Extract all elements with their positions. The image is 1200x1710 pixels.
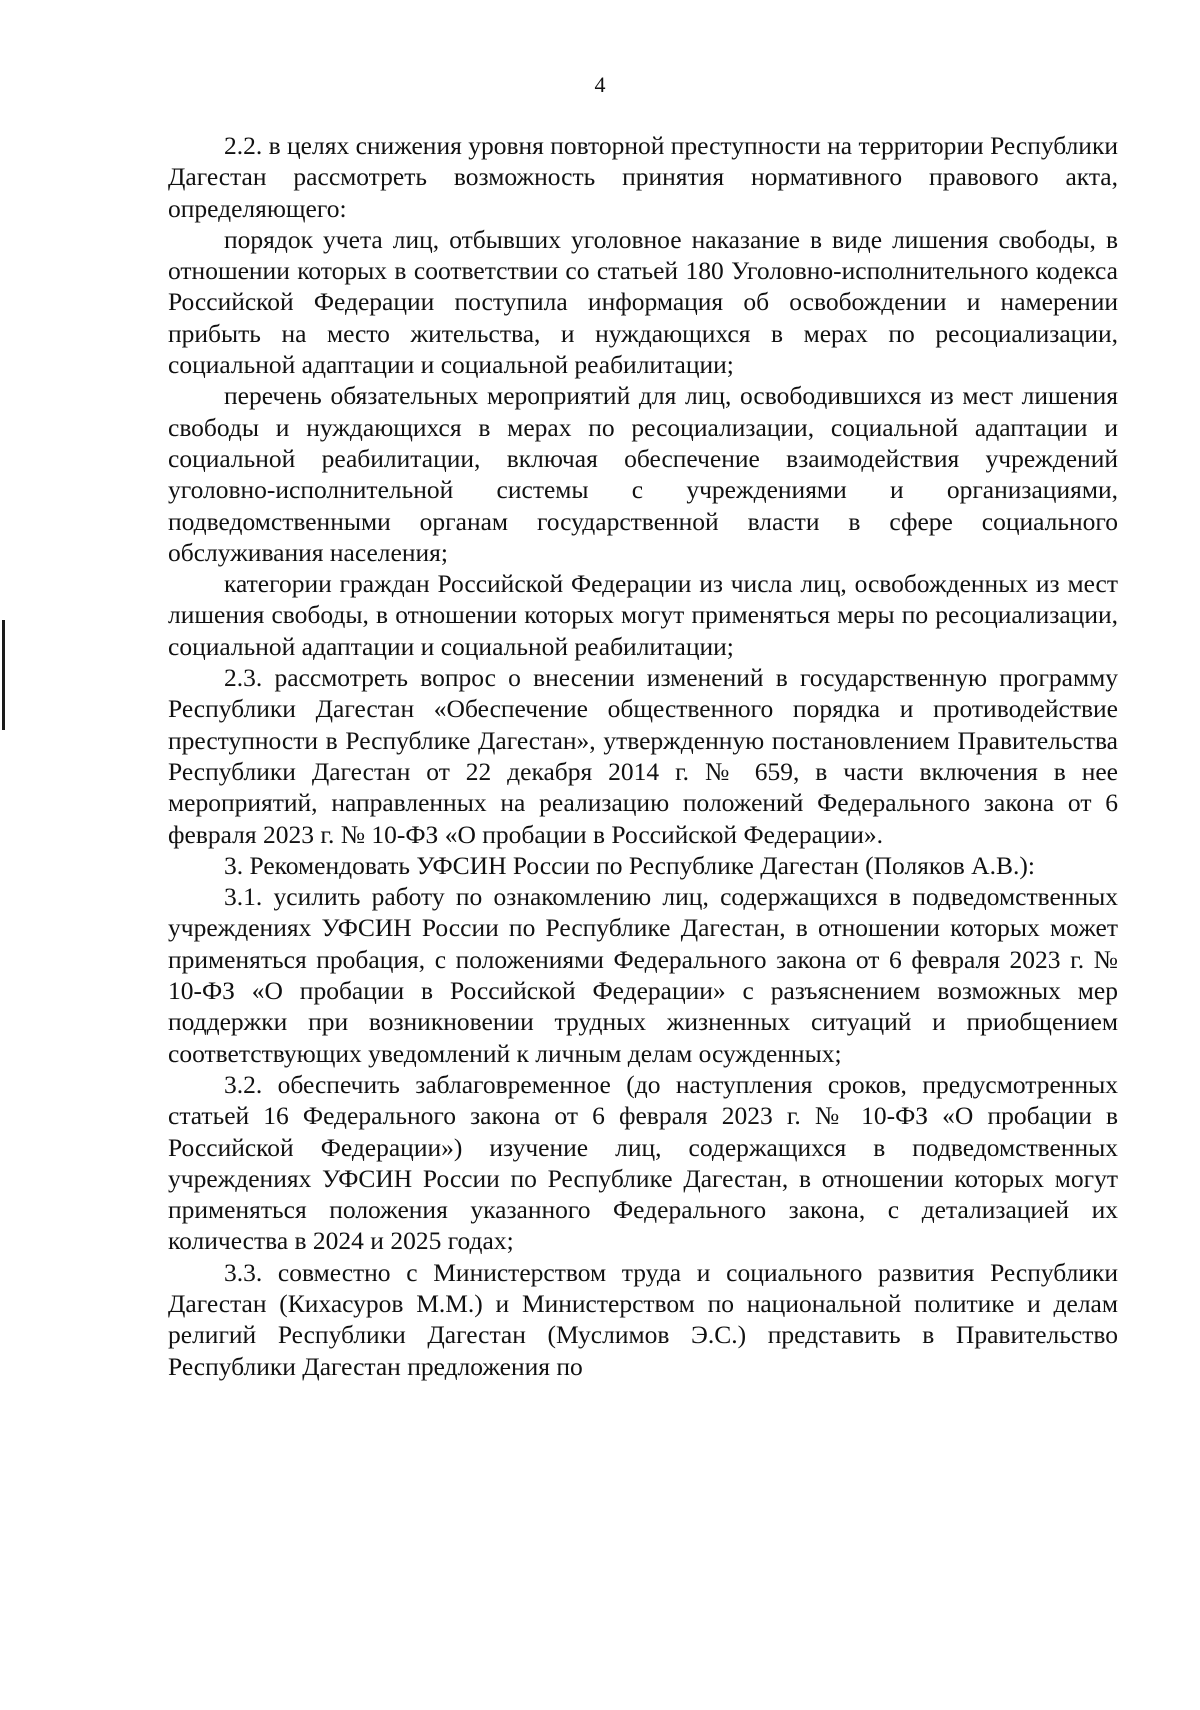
scan-edge-mark	[2, 620, 5, 730]
paragraph-mandatory-measures: перечень обязательных мероприятий для лиц, освободившихся из мест лишения свободы и нуждающихся в мерах по ресоциализации, социальной адаптации и социальной реабилитации, включая обеспечение взаимодействия учреждений уголовно-исполнительной системы с учреждениями и организациями, подведомственными органам государственной власти в сфере социального обслуживания населения;	[168, 381, 1118, 567]
document-body	[168, 130, 1118, 1382]
paragraph-3-2: 3.2. обеспечить заблаговременное (до наступления сроков, предусмотренных статьей 16 Федерального закона от 6 февраля 2023 г. № 10-ФЗ «О пробации в Российской Федерации») изучение лиц, содержащихся в подведомственных учреждениях УФСИН России по Республике Дагестан, в отношении которых могут применяться положения указанного Федерального закона, с детализацией их количества в 2024 и 2025 годах;	[168, 1069, 1118, 1256]
paragraph-2-3: 2.3. рассмотреть вопрос о внесении изменений в государственную программу Республики Дагестан «Обеспечение общественного порядка и противодействие преступности в Республике Дагестан», утвержденную постановлением Правительства Республики Дагестан от 22 декабря 2014 г. № 659, в части включения в нее мероприятий, направленных на реализацию положений Федерального закона от 6 февраля 2023 г. № 10-ФЗ «О пробации в Российской Федерации».	[168, 663, 1118, 849]
paragraph-2-2: 2.2. в целях снижения уровня повторной преступности на территории Республики Дагестан рассмотреть возможность принятия нормативного правового акта, определяющего:	[168, 131, 1118, 223]
paragraph-3-3: 3.3. совместно с Министерством труда и социального развития Республики Дагестан (Кихасуров М.М.) и Министерством по национальной политике и делам религий Республики Дагестан (Муслимов Э.С.) представить в Правительство Республики Дагестан предложения по	[168, 1257, 1118, 1381]
paragraph-3: 3. Рекомендовать УФСИН России по Республике Дагестан (Поляков А.В.):	[224, 850, 1035, 880]
paragraph-citizen-categories: категории граждан Российской Федерации из числа лиц, освобожденных из мест лишения свободы, в отношении которых могут применяться меры по ресоциализации, социальной адаптации и социальной реабилитации;	[168, 569, 1118, 661]
page-number: 4	[594, 72, 606, 97]
paragraph-3-1: 3.1. усилить работу по ознакомлению лиц, содержащихся в подведомственных учреждениях УФСИН России по Республике Дагестан, в отношении которых может применяться пробация, с положениями Федерального закона от 6 февраля 2023 г. № 10-ФЗ «О пробации в Российской Федерации» с разъяснением возможных мер поддержки при возникновении трудных жизненных ситуаций и приобщением соответствующих уведомлений к личным делам осужденных;	[168, 882, 1118, 1068]
paragraph-accounting-procedure: порядок учета лиц, отбывших уголовное наказание в виде лишения свободы, в отношении которых в соответствии со статьей 180 Уголовно-исполнительного кодекса Российской Федерации поступила информация об освобождении и намерении прибыть на место жительства, и нуждающихся в мерах по ресоциализации, социальной адаптации и социальной реабилитации;	[168, 224, 1118, 380]
